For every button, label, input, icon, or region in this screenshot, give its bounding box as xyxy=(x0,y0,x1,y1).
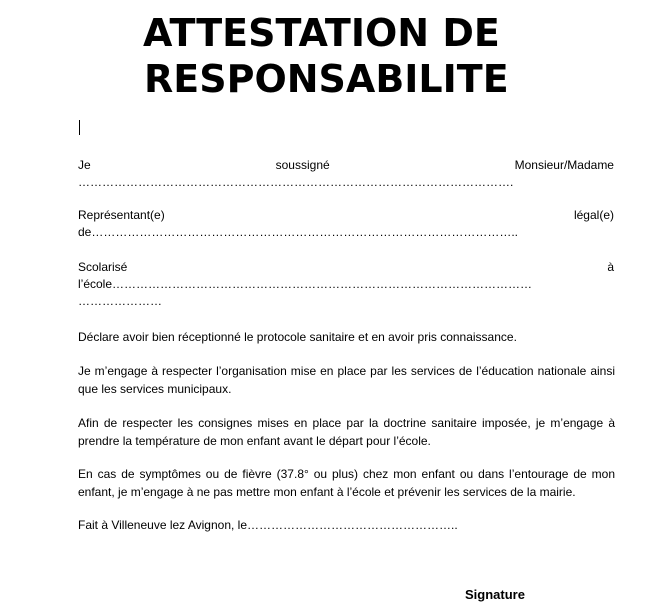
ecole-dotted-line-2: ………………… xyxy=(78,294,162,308)
je-soussigne-row xyxy=(78,157,614,174)
representant-label: Représentant(e) xyxy=(78,208,165,222)
legal-label: légal(e) xyxy=(573,208,614,222)
name-dotted-line: ………………………………………………………………………………………………. xyxy=(78,175,514,189)
paragraph-engagement-organisation: Je m’engage à respecter l’organisation mise en place par les services de l’éducation nationale ainsi que les services municipaux. xyxy=(78,364,615,396)
monsieur-madame-label: Monsieur/Madame xyxy=(514,158,614,172)
text-cursor xyxy=(79,120,80,135)
ecole-dotted-line: l’école…………………………………………………………………………………………… xyxy=(78,277,533,291)
a-label: à xyxy=(607,260,614,274)
soussigne-label: soussigné xyxy=(275,158,330,172)
paragraph-temperature: Afin de respecter les consignes mises en place par la doctrine sanitaire imposée, je m’engage à prendre la température de mon enfant avant le départ pour l’école. xyxy=(78,416,615,448)
scolarise-row xyxy=(78,259,614,276)
je-label: Je xyxy=(78,158,91,172)
paragraph-symptomes: En cas de symptômes ou de fièvre (37.8° ou plus) chez mon enfant ou dans l’entourage de mon enfant, je m’engage à ne pas mettre mon enfant à l’école et prévenir les services de la mairie. xyxy=(78,467,615,499)
representant-field xyxy=(78,207,614,241)
title-line-2: RESPONSABILITE xyxy=(144,57,509,101)
scolarise-field xyxy=(78,259,614,310)
scolarise-label: Scolarisé xyxy=(78,260,128,274)
title-line-1: ATTESTATION DE xyxy=(143,11,500,55)
fait-a-line: Fait à Villeneuve lez Avignon, le…………………………………………….. xyxy=(78,518,458,532)
je-soussigne-field xyxy=(78,157,614,191)
representant-row xyxy=(78,207,614,224)
signature-label: Signature xyxy=(465,587,525,602)
paragraph-protocole: Déclare avoir bien réceptionné le protocole sanitaire et en avoir pris connaissance. xyxy=(78,330,517,344)
representant-dotted-line: de…………………………………………………………………………………………….. xyxy=(78,225,519,239)
